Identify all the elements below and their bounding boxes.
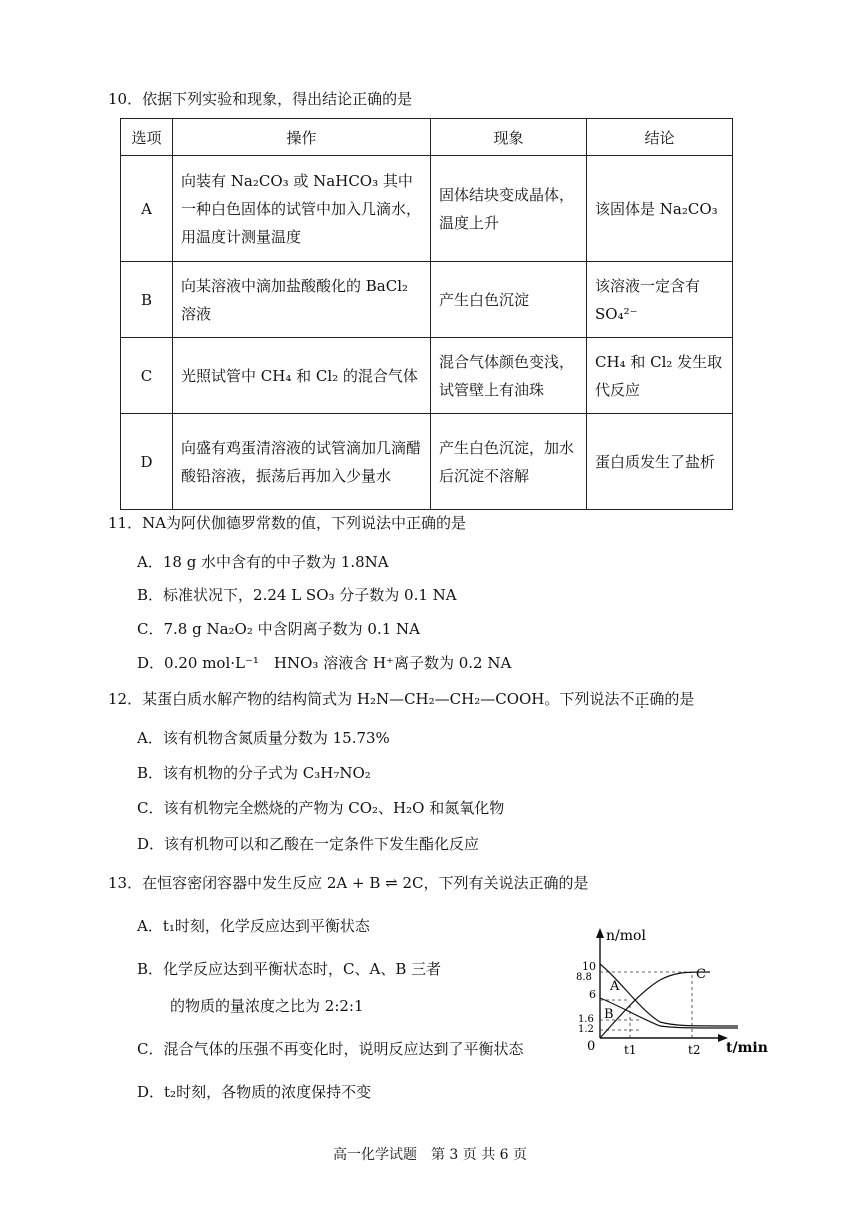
series-a-curve <box>600 964 738 1026</box>
table-row <box>121 262 733 338</box>
q12-option-a: A．该有机物含氮质量分数为 15.73% <box>137 729 390 747</box>
row-operation: 向某溶液中滴加盐酸酸化的 BaCl₂ 溶液 <box>173 262 431 338</box>
row-key: C <box>121 338 173 414</box>
row-conclusion: 蛋白质发生了盐析 <box>587 414 733 510</box>
q11-option-d: D．0.20 mol·L⁻¹ HNO₃ 溶液含 H⁺离子数为 0.2 NA <box>137 654 512 672</box>
q12-option-d: D．该有机物可以和乙酸在一定条件下发生酯化反应 <box>137 835 480 853</box>
y-tick-1.6: 1.6 <box>578 1014 594 1025</box>
q13-option-c: C．混合气体的压强不再变化时，说明反应达到了平衡状态 <box>137 1040 524 1058</box>
q12-title-emphasis: 不正确 <box>619 690 665 708</box>
x-tick-t2: t2 <box>688 1043 701 1057</box>
row-conclusion: 该固体是 Na₂CO₃ <box>587 156 733 262</box>
q13-title: 13．在恒容密闭容器中发生反应 2A + B ⇌ 2C，下列有关说法正确的是 <box>108 874 589 892</box>
y-tick-8.8: 8.8 <box>576 972 592 983</box>
q10-title: 10．依据下列实验和现象，得出结论正确的是 <box>108 90 413 108</box>
q11-option-c: C．7.8 g Na₂O₂ 中含阴离子数为 0.1 NA <box>137 620 420 638</box>
table-row <box>121 414 733 510</box>
table-row <box>121 156 733 262</box>
y-tick-6: 6 <box>589 988 596 1001</box>
q13-option-b-cont: 的物质的量浓度之比为 2:2:1 <box>170 997 364 1015</box>
q11-title: 11．NA为阿伏伽德罗常数的值，下列说法中正确的是 <box>108 514 467 532</box>
q11-option-a: A．18 g 水中含有的中子数为 1.8NA <box>137 553 389 571</box>
row-conclusion: 该溶液一定含有 SO₄²⁻ <box>587 262 733 338</box>
q12-title <box>108 688 694 709</box>
header-operation: 操作 <box>173 119 431 156</box>
y-axis-label: n/mol <box>606 928 646 944</box>
series-a-label: A <box>610 979 620 994</box>
x-axis-label: t/min <box>726 1040 768 1056</box>
row-key: D <box>121 414 173 510</box>
y-tick-1.2: 1.2 <box>578 1024 594 1035</box>
row-phenomenon: 产生白色沉淀，加水后沉淀不溶解 <box>431 414 587 510</box>
y-tick-10: 10 <box>582 960 596 973</box>
row-phenomenon: 混合气体颜色变浅，试管壁上有油珠 <box>431 338 587 414</box>
q12-option-b: B．该有机物的分子式为 C₃H₇NO₂ <box>137 764 371 782</box>
row-operation: 向盛有鸡蛋清溶液的试管滴加几滴醋酸铅溶液，振荡后再加入少量水 <box>173 414 431 510</box>
experiment-table <box>120 118 733 510</box>
table-row <box>121 338 733 414</box>
series-b-label: B <box>604 1007 614 1022</box>
q13-option-a: A．t₁时刻，化学反应达到平衡状态 <box>137 917 370 935</box>
q12-title-post: 的是 <box>664 690 695 708</box>
q13-option-d: D．t₂时刻，各物质的浓度保持不变 <box>137 1083 372 1101</box>
origin-label: 0 <box>587 1039 596 1054</box>
header-conclusion: 结论 <box>587 119 733 156</box>
row-conclusion: CH₄ 和 Cl₂ 发生取代反应 <box>587 338 733 414</box>
row-operation: 光照试管中 CH₄ 和 Cl₂ 的混合气体 <box>173 338 431 414</box>
series-c-label: C <box>696 967 706 982</box>
page-footer: 高一化学试题 第 3 页 共 6 页 <box>332 1147 528 1163</box>
row-key: A <box>121 156 173 262</box>
y-axis-arrow <box>596 928 604 938</box>
table-header-row <box>121 119 733 156</box>
mole-time-chart <box>560 920 770 1070</box>
header-phenomenon: 现象 <box>431 119 587 156</box>
row-phenomenon: 固体结块变成晶体，温度上升 <box>431 156 587 262</box>
q11-option-b: B．标准状况下，2.24 L SO₃ 分子数为 0.1 NA <box>137 586 457 604</box>
q12-option-c: C．该有机物完全燃烧的产物为 CO₂、H₂O 和氮氧化物 <box>137 799 505 817</box>
q13-option-b: B．化学反应达到平衡状态时，C、A、B 三者 <box>137 960 442 978</box>
x-tick-t1: t1 <box>624 1043 637 1057</box>
row-phenomenon: 产生白色沉淀 <box>431 262 587 338</box>
q12-title-pre: 12．某蛋白质水解产物的结构简式为 H₂N—CH₂—CH₂—COOH。下列说法 <box>108 690 620 708</box>
row-key: B <box>121 262 173 338</box>
header-option: 选项 <box>121 119 173 156</box>
row-operation: 向装有 Na₂CO₃ 或 NaHCO₃ 其中一种白色固体的试管中加入几滴水，用温度计测量温度 <box>173 156 431 262</box>
